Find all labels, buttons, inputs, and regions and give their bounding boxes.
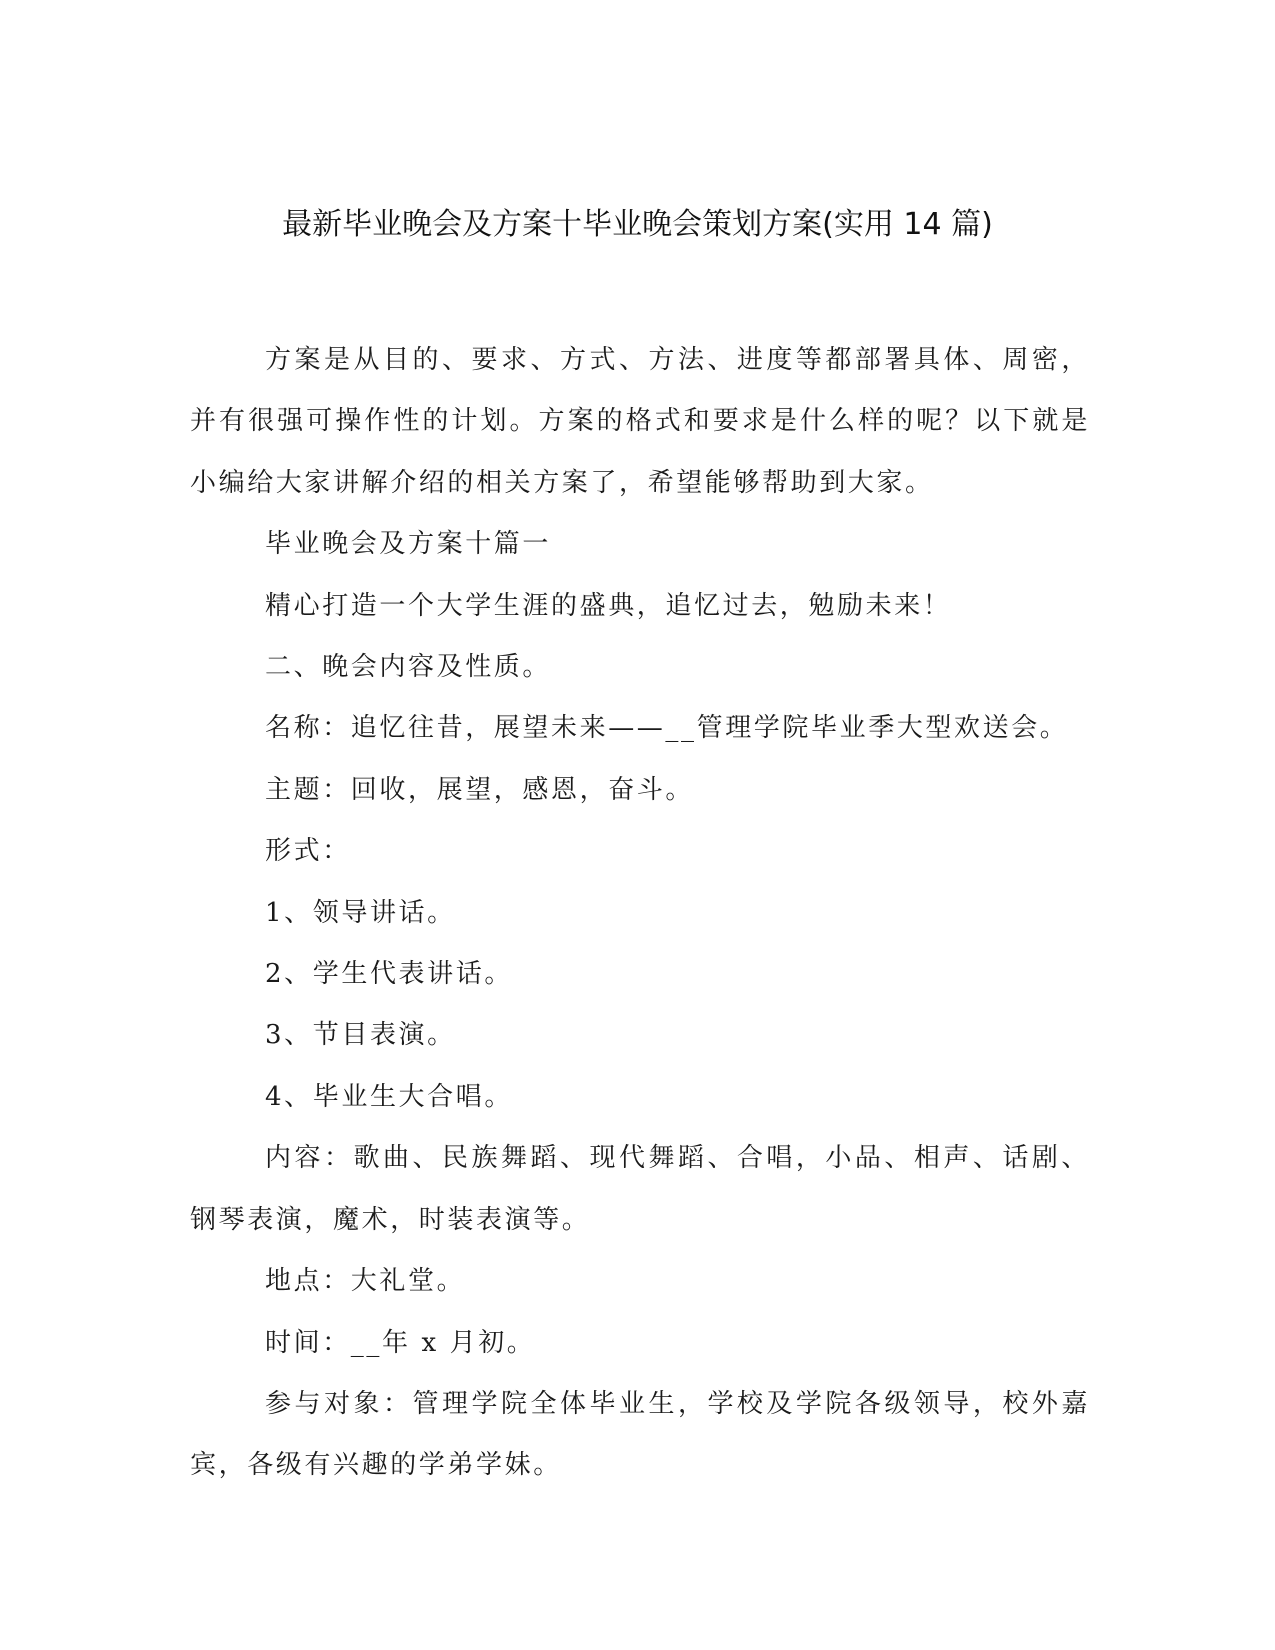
list-item: 3、节目表演。 [265, 1020, 456, 1051]
paragraph-format-label: 形式： [265, 836, 351, 867]
list-item: 4、毕业生大合唱。 [265, 1081, 513, 1112]
document-title: 最新毕业晚会及方案十毕业晚会策划方案(实用 14 篇) [282, 207, 993, 242]
document-body [190, 330, 1090, 1497]
subsection-heading: 二、晚会内容及性质。 [265, 652, 552, 683]
paragraph-content: 内容：歌曲、民族舞蹈、现代舞蹈、合唱，小品、相声、话剧、钢琴表演，魔术，时装表演等。 [190, 1143, 1090, 1235]
list-item: 2、学生代表讲话。 [265, 959, 513, 990]
paragraph-theme: 主题：回收，展望，感恩，奋斗。 [265, 774, 695, 805]
intro-paragraph: 方案是从目的、要求、方式、方法、进度等都部署具体、周密，并有很强可操作性的计划。方案的格式和要求是什么样的呢？以下就是小编给大家讲解介绍的相关方案了，希望能够帮助到大家。 [190, 345, 1090, 498]
paragraph-location: 地点：大礼堂。 [265, 1266, 466, 1297]
paragraph-participants: 参与对象：管理学院全体毕业生，学校及学院各级领导，校外嘉宾，各级有兴趣的学弟学妹。 [190, 1388, 1090, 1481]
section-heading: 毕业晚会及方案十篇一 [265, 529, 552, 560]
list-item: 1、领导讲话。 [265, 897, 456, 928]
paragraph-time: 时间：__年 x 月初。 [265, 1327, 536, 1358]
paragraph: 精心打造一个大学生涯的盛典，追忆过去，勉励未来！ [265, 590, 952, 621]
paragraph-name: 名称：追忆往昔，展望未来——__管理学院毕业季大型欢送会。 [265, 713, 1069, 744]
